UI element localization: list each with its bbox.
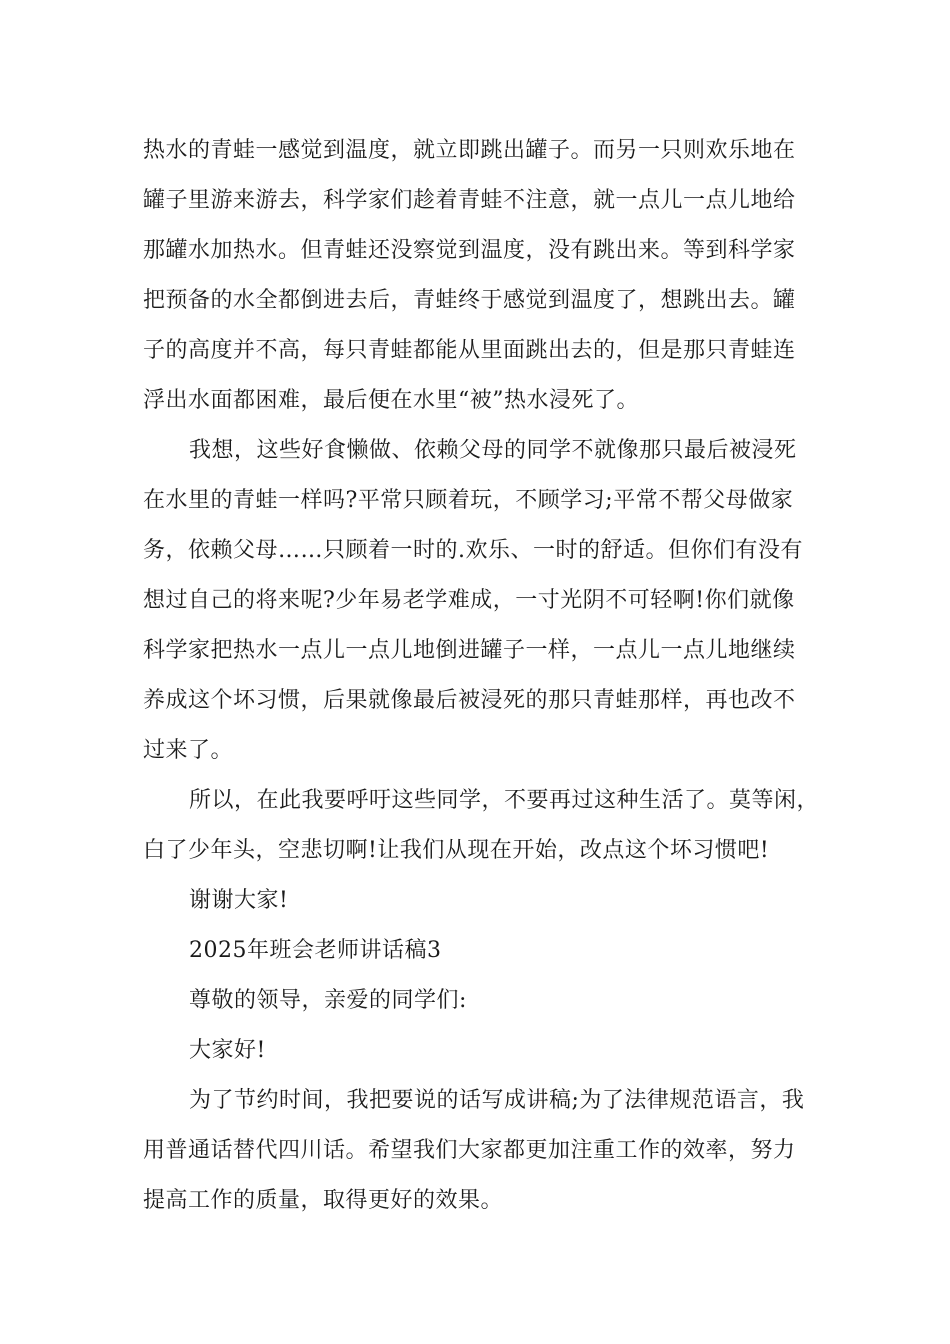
text-line: 过来了。 <box>143 738 234 763</box>
text-line: 在水里的青蛙一样吗?平常只顾着玩，不顾学习;平常不帮父母做家 <box>143 488 794 513</box>
text-line: 热水的青蛙一感觉到温度，就立即跳出罐子。而另一只则欢乐地在 <box>143 138 796 163</box>
text-line: 子的高度并不高，每只青蛙都能从里面跳出去的，但是那只青蛙连 <box>143 338 796 363</box>
text-line: 尊敬的领导，亲爱的同学们: <box>189 988 467 1013</box>
text-line: 浮出水面都困难，最后便在水里“被”热水浸死了。 <box>143 388 639 413</box>
text-line: 白了少年头，空悲切啊!让我们从现在开始，改点这个坏习惯吧! <box>143 838 770 863</box>
text-line: 罐子里游来游去，科学家们趁着青蛙不注意，就一点儿一点儿地给 <box>143 188 796 213</box>
text-line: 我想，这些好食懒做、依赖父母的同学不就像那只最后被浸死 <box>189 438 797 463</box>
text-line: 想过自己的将来呢?少年易老学难成，一寸光阴不可轻啊!你们就像 <box>143 588 795 613</box>
text-line: 务，依赖父母……只顾着一时的.欢乐、一时的舒适。但你们有没有 <box>143 538 803 563</box>
text-line: 用普通话替代四川话。希望我们大家都更加注重工作的效率，努力 <box>143 1138 796 1163</box>
text-line: 所以，在此我要呼吁这些同学，不要再过这种生活了。莫等闲， <box>189 788 820 813</box>
text-line: 把预备的水全都倒进去后，青蛙终于感觉到温度了，想跳出去。罐 <box>143 288 796 313</box>
text-line: 为了节约时间，我把要说的话写成讲稿;为了法律规范语言，我 <box>189 1088 805 1113</box>
text-line: 提高工作的质量，取得更好的效果。 <box>143 1188 504 1213</box>
text-line: 那罐水加热水。但青蛙还没察觉到温度，没有跳出来。等到科学家 <box>143 238 796 263</box>
text-line: 养成这个坏习惯，后果就像最后被浸死的那只青蛙那样，再也改不 <box>143 688 796 713</box>
text-line: 科学家把热水一点儿一点儿地倒进罐子一样，一点儿一点儿地继续 <box>143 638 796 663</box>
section-title: 2025年班会老师讲话稿3 <box>189 938 442 963</box>
text-line: 大家好! <box>189 1038 266 1063</box>
text-line: 谢谢大家! <box>189 888 289 913</box>
